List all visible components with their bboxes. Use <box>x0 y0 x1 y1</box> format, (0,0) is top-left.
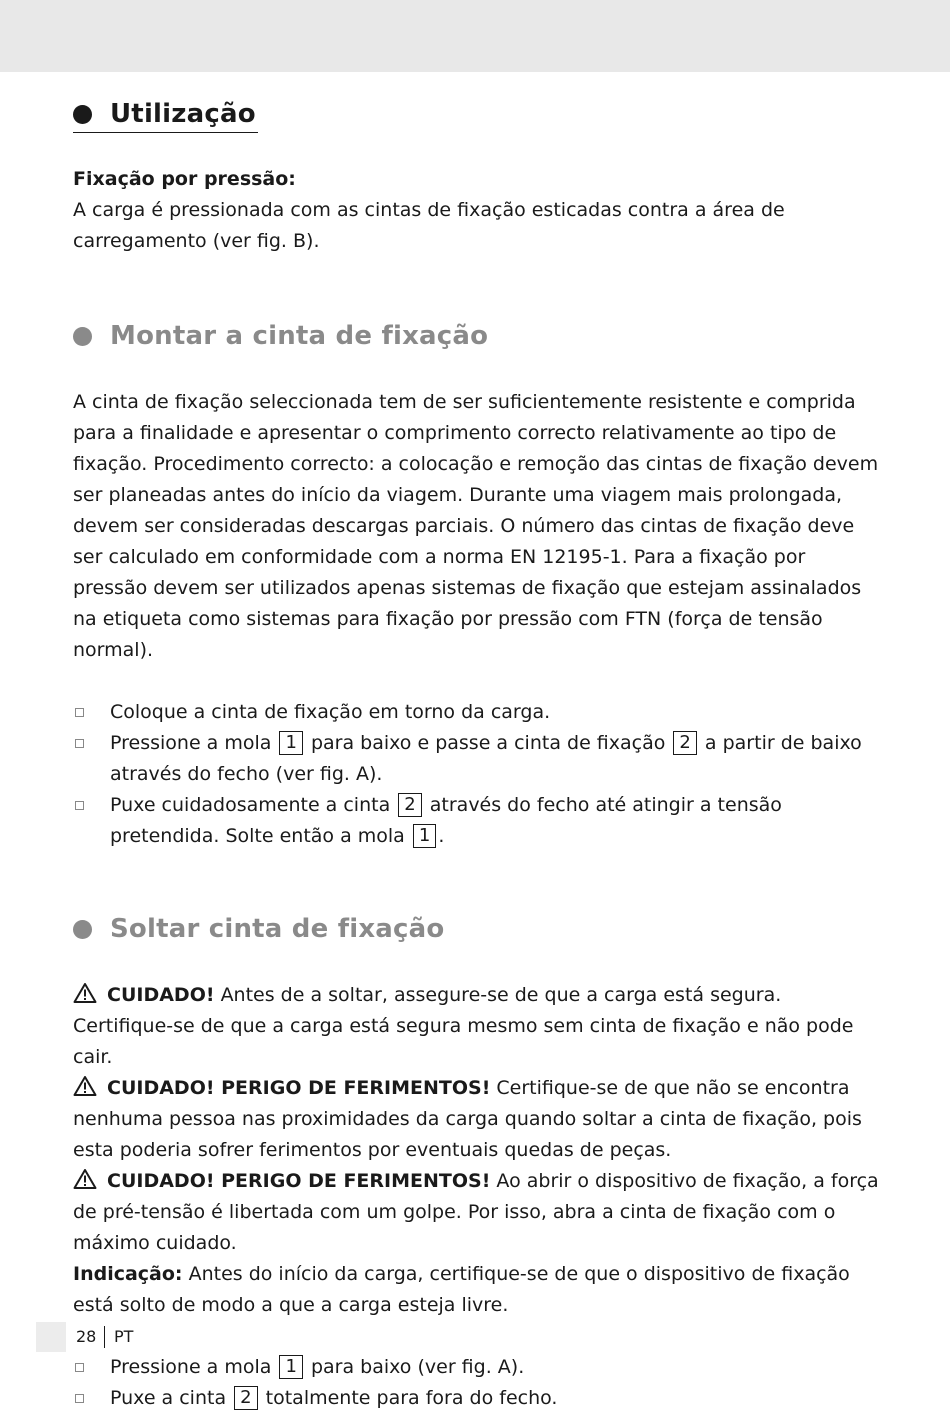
paragraph-montar: A cinta de fixação seleccionada tem de ser suficientemente resistente e comprida para a finalidade e apresentar o comprimento correcto relativamente ao tipo de fixação. Procedimento correcto: a colocação e remoção das cintas de fixação devem ser planeadas antes do início da viagem. Durante uma viagem mais prolongada, devem ser consideradas descargas parciais. O número das cintas de fixação deve ser calculado em conformidade com a norma EN 12195-1. Para a fixação por pressão devem ser utilizados apenas sistemas de fixação que estejam assinalados na etiqueta como sistemas para fixação por pressão com FTN (força de tensão normal). <box>73 390 879 661</box>
warning-1: CUIDADO! Antes de a soltar, assegure-se de que a carga está segura. Certifique-se de que a carga está segura mesmo sem cinta de fixação e não pode cair. <box>73 983 854 1068</box>
warning-3: CUIDADO! PERIGO DE FERIMENTOS! Ao abrir o dispositivo de fixação, a força de pré-tensão é libertada com um golpe. Por isso, abra a cinta de fixação com o máximo cuidado. <box>73 1169 879 1254</box>
warning-triangle-icon <box>73 982 97 1004</box>
part-reference: 2 <box>673 731 696 755</box>
section-heading-montar <box>73 319 883 355</box>
part-reference: 2 <box>234 1386 257 1410</box>
list-item: Puxe a cinta 2 totalmente para fora do fecho. <box>73 1383 883 1414</box>
top-header-band <box>0 0 950 72</box>
checkbox-square-icon <box>75 739 84 748</box>
part-reference: 1 <box>413 824 436 848</box>
footer-marker <box>36 1322 66 1352</box>
warning-triangle-icon <box>73 1168 97 1190</box>
subheading-fixacao: Fixação por pressão: <box>73 167 296 190</box>
checkbox-square-icon <box>75 801 84 810</box>
warning-2: CUIDADO! PERIGO DE FERIMENTOS! Certifique-se de que não se encontra nenhuma pessoa nas proximidades da carga quando soltar a cinta de fixação, pois esta poderia sofrer ferimentos por eventuais quedas de peças. <box>73 1076 862 1161</box>
note-indicacao: Indicação: Antes do início da carga, certifique-se de que o dispositivo de fixação está solto de modo a que a carga esteja livre. <box>73 1262 850 1316</box>
part-reference: 1 <box>279 731 302 755</box>
list-item: Puxe cuidadosamente a cinta 2 através do fecho até atingir a tensão pretendida. Solte então a mola 1 . <box>73 790 883 852</box>
part-reference: 2 <box>398 793 421 817</box>
warning-triangle-icon <box>73 1075 97 1097</box>
bullet-dot-icon <box>73 105 92 124</box>
section-heading-utilizacao <box>73 96 258 133</box>
section-title: Montar a cinta de fixação <box>110 321 489 351</box>
bullet-dot-icon <box>73 920 92 939</box>
section-title: Soltar cinta de fixação <box>110 914 445 944</box>
paragraph-fixacao: A carga é pressionada com as cintas de fixação esticadas contra a área de carregamento (ver fig. B). <box>73 198 785 252</box>
language-code: PT <box>114 1327 134 1346</box>
steps-list-soltar <box>73 1352 883 1414</box>
list-item: Coloque a cinta de fixação em torno da carga. <box>73 697 883 728</box>
part-reference: 1 <box>279 1355 302 1379</box>
footer-divider <box>104 1326 105 1348</box>
steps-list-montar <box>73 697 883 852</box>
checkbox-square-icon <box>75 1394 84 1403</box>
section-title: Utilização <box>110 98 256 129</box>
checkbox-square-icon <box>75 708 84 717</box>
checkbox-square-icon <box>75 1363 84 1372</box>
page-content <box>73 96 883 1414</box>
bullet-dot-icon <box>73 327 92 346</box>
section-heading-soltar <box>73 912 883 948</box>
list-item: Pressione a mola 1 para baixo (ver fig. A). <box>73 1352 883 1383</box>
list-item: Pressione a mola 1 para baixo e passe a cinta de fixação 2 a partir de baixo através do fecho (ver fig. A). <box>73 728 883 790</box>
page-number: 28 <box>76 1327 97 1346</box>
